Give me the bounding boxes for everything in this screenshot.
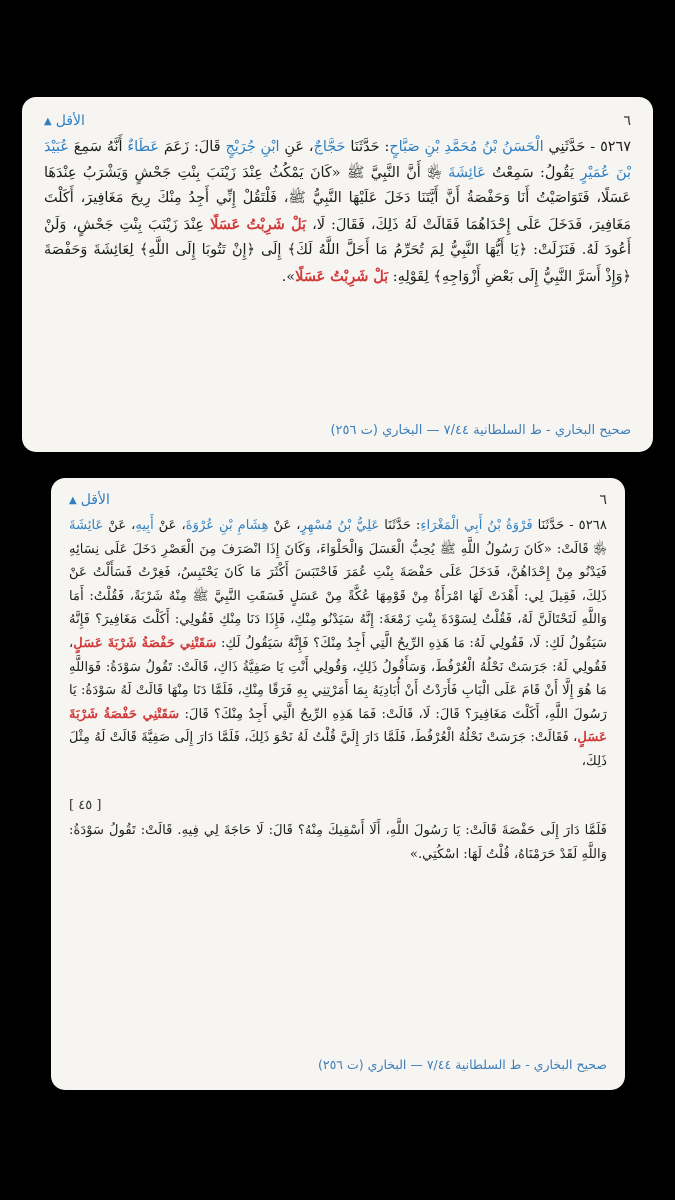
- narrator-link[interactable]: عُبَيْدَ بْنَ عُمَيْرٍ: [44, 139, 631, 181]
- text-segment: ﵂ أَنَّ النَّبِيَّ ﷺ «كَانَ يَمْكُثُ عِنْدَ زَيْنَبَ بِنْتِ جَحْشٍ وَيَشْرَبُ عِنْدَهَا عَسَلًا، فَتَوَاصَيْتُ أَنَا وَحَفْصَةُ أَنَّ أَيَّتَنَا دَخَلَ عَلَيْهَا النَّبِيُّ ﷺ، فَلْتَقُلْ إِنِّي أَجِدُ مِنْكَ رِيحَ مَغَافِيرَ، أَكَلْتَ مَغَافِيرَ، فَدَخَلَ عَلَى إِحْدَاهُمَا فَقَالَتْ لَهُ ذَلِكَ، فَقَالَ: لَا،: [44, 164, 631, 233]
- page-marker: [ ٤٥ ]: [69, 797, 102, 813]
- text-segment: ، فَقُولِي لَهُ: جَرَسَتْ نَحْلُهُ الْعُرْفُطَ، وَسَأَقُولُ ذَلِكِ، وَقُولِي أَنْتِ يَا صَفِيَّةُ ذَاكِ، قَالَتْ: تَقُولُ سَوْدَةُ: فَوَاللَّهِ مَا هُوَ إِلَّا أَنْ قَامَ عَلَى الْبَابِ فَأَرَدْتُ أَنْ أُبَادِيَهُ بِمَا أَمَرْتِنِي بِهِ فَرَقًا مِنْكِ، فَلَمَّا دَنَا مِنْهَا قَالَتْ لَهُ سَوْدَةُ: يَا رَسُولَ اللَّهِ، أَكَلْتَ مَغَافِيرَ؟ قَالَ: لَا، قَالَتْ: فَمَا هَذِهِ الرِّيحُ الَّتِي أَجِدُ مِنْكَ؟ قَالَ:: [69, 635, 607, 722]
- narrator-link[interactable]: الْحَسَنُ بْنُ مُحَمَّدِ بْنِ صَبَّاحٍ: [389, 139, 544, 155]
- narrator-link[interactable]: عَائِشَةَ: [69, 518, 104, 533]
- text-segment: ، عَنِ: [279, 139, 314, 155]
- hadith-text: [69, 514, 607, 866]
- source-citation[interactable]: صحيح البخاري - ط السلطانية ٧/٤٤ — البخاري (ت ٢٥٦): [317, 1057, 607, 1072]
- hadith-card-5267: [22, 97, 653, 452]
- collapse-toggle[interactable]: [44, 113, 85, 129]
- chevron-up-icon: ▲: [69, 494, 77, 506]
- volume-number: ٦: [599, 492, 607, 508]
- text-segment: ﵂ قَالَتْ: «كَانَ رَسُولُ اللَّهِ ﷺ يُحِبُّ الْعَسَلَ وَالْحَلْوَاءَ، وَكَانَ إِذَا انْصَرَفَ مِنَ الْعَصْرِ دَخَلَ عَلَى نِسَائِهِ فَيَدْنُو مِنْ إِحْدَاهُنَّ، فَدَخَلَ عَلَى حَفْصَةَ بِنْتِ عُمَرَ فَاحْتَبَسَ أَكْثَرَ مَا كَانَ يَحْتَبِسُ، فَغِرْتُ فَسَأَلْتُ عَنْ ذَلِكَ، فَقِيلَ لِي: أَهْدَتْ لَهَا امْرَأَةٌ مِنْ قَوْمِهَا عُكَّةً مِنْ عَسَلٍ فَسَقَتِ النَّبِيَّ ﷺ مِنْهُ شَرْبَةً، فَقُلْتُ: أَمَا وَاللَّهِ لَنَحْتَالَنَّ لَهُ، فَقُلْتُ لِسَوْدَةَ بِنْتِ زَمْعَةَ: إِنَّهُ سَيَدْنُو مِنْكِ، فَإِذَا دَنَا مِنْكِ فَقُولِي: أَكَلْتَ مَغَافِيرَ؟ فَإِنَّهُ سَيَقُولُ لَكِ: لَا، فَقُولِي لَهُ: مَا هَذِهِ الرِّيحُ الَّتِي أَجِدُ مِنْكَ؟ فَإِنَّهُ سَيَقُولُ لَكِ:: [69, 541, 607, 651]
- hadith-card-5268: [51, 478, 625, 1090]
- text-segment: : حَدَّثَنَا: [345, 139, 390, 155]
- chevron-up-icon: ▲: [44, 115, 52, 127]
- highlighted-phrase: بَلْ شَرِبْتُ عَسَلًا: [295, 267, 389, 285]
- highlighted-phrase: بَلْ شَرِبْتُ عَسَلًا: [210, 215, 307, 233]
- hadith-number: ٥٢٦٧ -: [585, 139, 631, 155]
- narrator-link[interactable]: عَطَاءٌ: [127, 139, 159, 155]
- text-segment: ، عَنْ: [103, 518, 136, 533]
- narrator-link[interactable]: أَبِيهِ: [135, 518, 154, 533]
- collapse-label: الأقل: [80, 492, 110, 508]
- volume-number: ٦: [623, 113, 631, 129]
- hadith-text: [44, 135, 631, 290]
- text-segment: يَقُولُ: سَمِعْتُ: [485, 164, 581, 181]
- card-header: [44, 111, 631, 131]
- text-segment: ، عَنْ: [153, 518, 186, 533]
- text-segment: قَالَ: زَعَمَ: [158, 139, 226, 155]
- narrator-link[interactable]: ابْنِ جُرَيْجٍ: [225, 139, 280, 155]
- text-segment: أَنَّهُ سَمِعَ: [68, 139, 128, 155]
- text-segment: حَدَّثَنَا: [532, 518, 565, 533]
- highlighted-phrase: سَقَتْنِي حَفْصَةُ شَرْبَةَ عَسَلٍ: [69, 706, 607, 746]
- narrator-link[interactable]: فَرْوَةُ بْنُ أَبِي الْمَغْرَاءِ: [420, 518, 533, 533]
- collapse-label: الأقل: [55, 113, 85, 129]
- text-segment: عِنْدَ زَيْنَبَ بِنْتِ جَحْشٍ، وَلَنْ أَعُودَ لَهُ. فَنَزَلَتْ: ﴿يَا أَيُّهَا النَّبِيُّ لِمَ تُحَرِّمُ مَا أَحَلَّ اللَّهُ لَكَ﴾ إِلَى ﴿إِنْ تَتُوبَا إِلَى اللَّهِ﴾ لِعَائِشَةَ وَحَفْصَةَ ﴿وَإِذْ أَسَرَّ النَّبِيُّ إِلَى بَعْضِ أَزْوَاجِهِ﴾ لِقَوْلِهِ:: [44, 216, 631, 285]
- text-segment: ، عَنْ: [268, 518, 301, 533]
- text-segment: : حَدَّثَنَا: [379, 518, 421, 533]
- collapse-toggle[interactable]: [69, 492, 110, 508]
- highlighted-phrase: سَقَتْنِي حَفْصَةُ شَرْبَةَ عَسَلٍ: [73, 635, 217, 651]
- hadith-number: ٥٢٦٨ -: [564, 518, 607, 533]
- text-segment: ».: [281, 268, 296, 285]
- narrator-link[interactable]: عَائِشَةَ: [448, 164, 486, 181]
- text-segment: ، فَقَالَتْ: جَرَسَتْ نَحْلُهُ الْعُرْفُطَ، فَلَمَّا دَارَ إِلَيَّ قُلْتُ لَهُ نَحْوَ ذَلِكَ، فَلَمَّا دَارَ إِلَى صَفِيَّةَ قَالَتْ لَهُ مِثْلَ ذَلِكَ،: [69, 730, 607, 769]
- narrator-link[interactable]: حَجَّاجٌ: [313, 139, 346, 155]
- narrator-link[interactable]: عَلِيُّ بْنُ مُسْهِرٍ: [300, 518, 380, 533]
- card-header: [69, 490, 607, 510]
- source-citation[interactable]: صحيح البخاري - ط السلطانية ٧/٤٤ — البخاري (ت ٢٥٦): [330, 423, 631, 438]
- text-segment: حَدَّثَنِي: [543, 139, 586, 155]
- continuation-text: فَلَمَّا دَارَ إِلَى حَفْصَةَ قَالَتْ: يَا رَسُولَ اللَّهِ، أَلَا أَسْقِيكَ مِنْهُ؟ قَالَ: لَا حَاجَةَ لِي فِيهِ. قَالَتْ: تَقُولُ سَوْدَةُ: وَاللَّهِ لَقَدْ حَرَمْنَاهُ، قُلْتُ لَهَا: اسْكُتِي.»: [69, 823, 607, 862]
- narrator-link[interactable]: هِشَامِ بْنِ عُرْوَةَ: [185, 518, 269, 533]
